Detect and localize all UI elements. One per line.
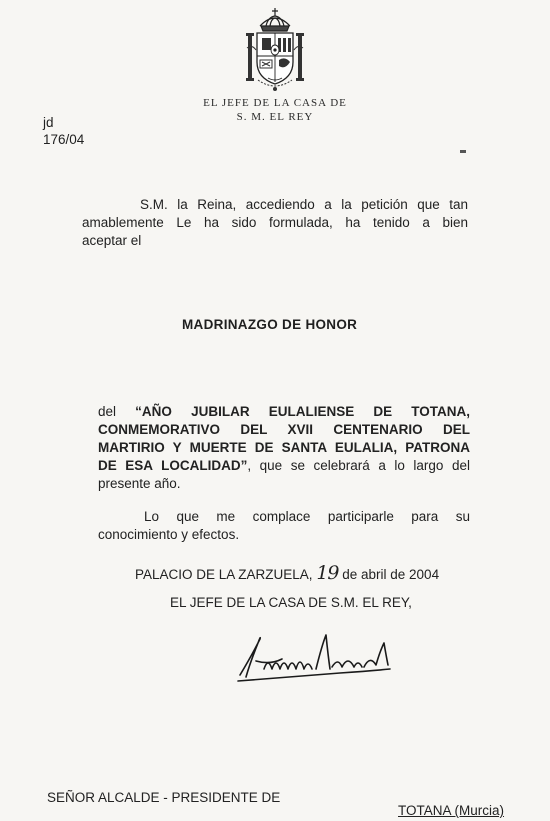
handwritten-day: 19: [316, 562, 339, 584]
event-line: presente año.: [98, 476, 181, 491]
margin-mark: [460, 150, 466, 153]
place-date-suffix: de abril de 2004: [338, 567, 440, 582]
place-date-prefix: PALACIO DE LA ZARZUELA,: [135, 567, 317, 582]
event-line: [98, 403, 470, 421]
intro-line: aceptar el: [82, 233, 142, 248]
closing-line: conocimiento y efectos.: [98, 527, 240, 542]
event-line: [98, 457, 470, 475]
royal-coat-of-arms-icon: [244, 6, 306, 92]
signatory-title: EL JEFE DE LA CASA DE S.M. EL REY,: [170, 595, 412, 610]
intro-line: amablemente Le ha sido formulada, ha tenido a bien: [82, 215, 468, 230]
intro-paragraph: [82, 196, 468, 250]
event-line-rest: , que se celebrará a lo largo del: [247, 458, 470, 473]
closing-line: Lo que me complace participarle para su: [144, 509, 470, 524]
handwritten-signature: [230, 625, 400, 685]
event-prefix: del: [98, 404, 136, 419]
reference-number: 176/04: [43, 132, 85, 147]
reference-initials: jd: [43, 115, 54, 130]
honor-title: MADRINAZGO DE HONOR: [182, 317, 358, 332]
addressee-place: TOTANA (Murcia): [398, 803, 505, 818]
event-paragraph: [98, 403, 470, 493]
event-name-part: CONMEMORATIVO DEL XVII CENTENARIO DEL: [98, 422, 470, 437]
place-date: [135, 562, 439, 584]
closing-paragraph: [98, 508, 470, 544]
event-name-part: MARTIRIO Y MUERTE DE SANTA EULALIA, PATRONA: [98, 440, 470, 455]
event-name-part: “AÑO JUBILAR EULALIENSE DE TOTANA,: [135, 404, 470, 419]
office-header-line1: EL JEFE DE LA CASA DE: [203, 97, 347, 109]
event-name-part: DE ESA LOCALIDAD”: [98, 458, 248, 473]
office-header-line2: S. M. EL REY: [236, 111, 314, 123]
addressee-title: SEÑOR ALCALDE - PRESIDENTE DE: [47, 790, 281, 805]
intro-line: S.M. la Reina, accediendo a la petición que tan: [140, 197, 468, 212]
